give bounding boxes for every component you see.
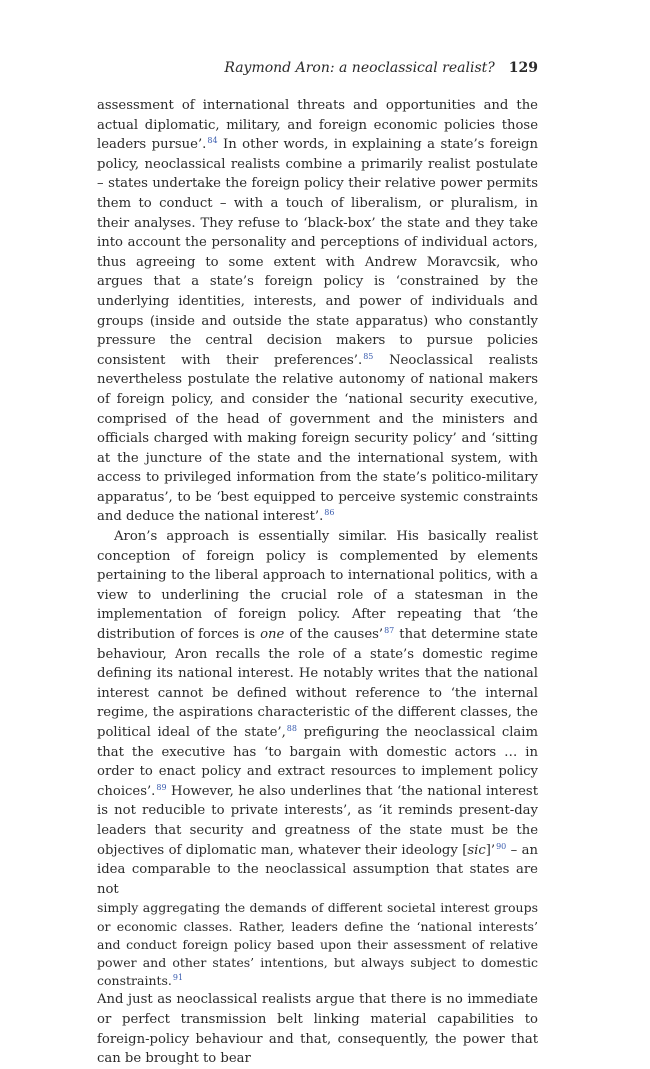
text-run: In other words, in explaining a state’s foreign policy, neoclassical realists combine a primarily realist postulate – states undertake the foreign policy their relative power permits them to conduct – with a touch of liberalism, or pluralism, in their analyses. They refuse to ‘black-box’ the state and they take into account the personality and perceptions of individual actors, thus agreeing to some extent with Andrew Moravcsik, who argues that a state’s foreign policy is ‘constrained by the underlying identities, interests, and power of individuals and groups (inside and outside the state apparatus) who constantly pressure the central decision makers to pursue policies consistent with their preferences’. [97, 137, 538, 368]
paragraph [97, 96, 538, 527]
text-run: prefiguring the neoclassical claim that the executive has ‘to bargain with domestic actors … in order to enact policy and extract resources to implement policy choices’. [97, 725, 539, 799]
page-number: 129 [508, 60, 538, 76]
text-run: that determine state behaviour, Aron recalls the role of a state’s domestic regime defining its national interest. He notably writes that the national interest cannot be defined without reference to ‘the internal regime, the aspirations characteristic of the different classes, the political ideal of the state’, [97, 627, 538, 740]
running-header [97, 58, 538, 78]
text-run: of the causes’ [284, 627, 384, 643]
text-run: simply aggregating the demands of different societal interest groups or economic classes. Rather, leaders define the ‘national interests’ and conduct foreign policy based upon their assessment of relative power and other states’ intentions, but always subject to domestic constraints. [97, 900, 538, 989]
emphasis: one [260, 627, 285, 643]
paragraph [97, 527, 538, 899]
footnote-ref-85[interactable]: 85 [363, 351, 374, 361]
text-run: However, he also underlines that ‘the national interest is not reducible to private interests’, as ‘it reminds present-day leaders that security and greatness of the state must be the objectives of diplomatic man, whatever their ideology [ [97, 783, 538, 858]
paragraph [97, 990, 538, 1068]
text-run: Aron’s approach is essentially similar. His basically realist conception of foreign policy is complemented by elements pertaining to the liberal approach to international politics, with a view to underlining the crucial role of a statesman in the implementation of foreign policy. After repeating that ‘the distribution of forces is [97, 529, 538, 643]
footnote-ref-89[interactable]: 89 [156, 782, 167, 792]
emphasis: sic [467, 842, 486, 858]
text-run: ]’ [485, 842, 496, 858]
running-title: Raymond Aron: a neoclassical realist? [224, 60, 495, 76]
body-text [97, 96, 538, 1069]
footnote-ref-91[interactable]: 91 [172, 973, 184, 983]
text-run: assessment of international threats and opportunities and the actual diplomatic, military, and foreign economic policies those leaders pursue’. [97, 98, 538, 153]
footnote-ref-84[interactable]: 84 [207, 136, 218, 146]
text-run: And just as neoclassical realists argue that there is no immediate or perfect transmission belt linking material capabilities to foreign-policy behaviour and that, consequently, the power that can be brought to bear [97, 992, 538, 1067]
text-run: Neoclassical realists nevertheless postulate the relative autonomy of national makers of foreign policy, and consider the ‘national security executive, comprised of the head of government and the ministers and officials charged with making foreign security policy’ and ‘sitting at the juncture of the state and the international system, with access to privileged information from the state’s politico-military apparatus’, to be ‘best equipped to perceive systemic constraints and deduce the national interest’. [97, 352, 538, 525]
footnote-ref-87[interactable]: 87 [384, 626, 395, 636]
footnote-ref-88[interactable]: 88 [286, 724, 297, 733]
block-quote [97, 899, 538, 990]
text-run: – an idea comparable to the neoclassical assumption that states are not [97, 842, 538, 897]
footnote-ref-86[interactable]: 86 [324, 508, 335, 518]
footnote-ref-90[interactable]: 90 [496, 841, 507, 851]
